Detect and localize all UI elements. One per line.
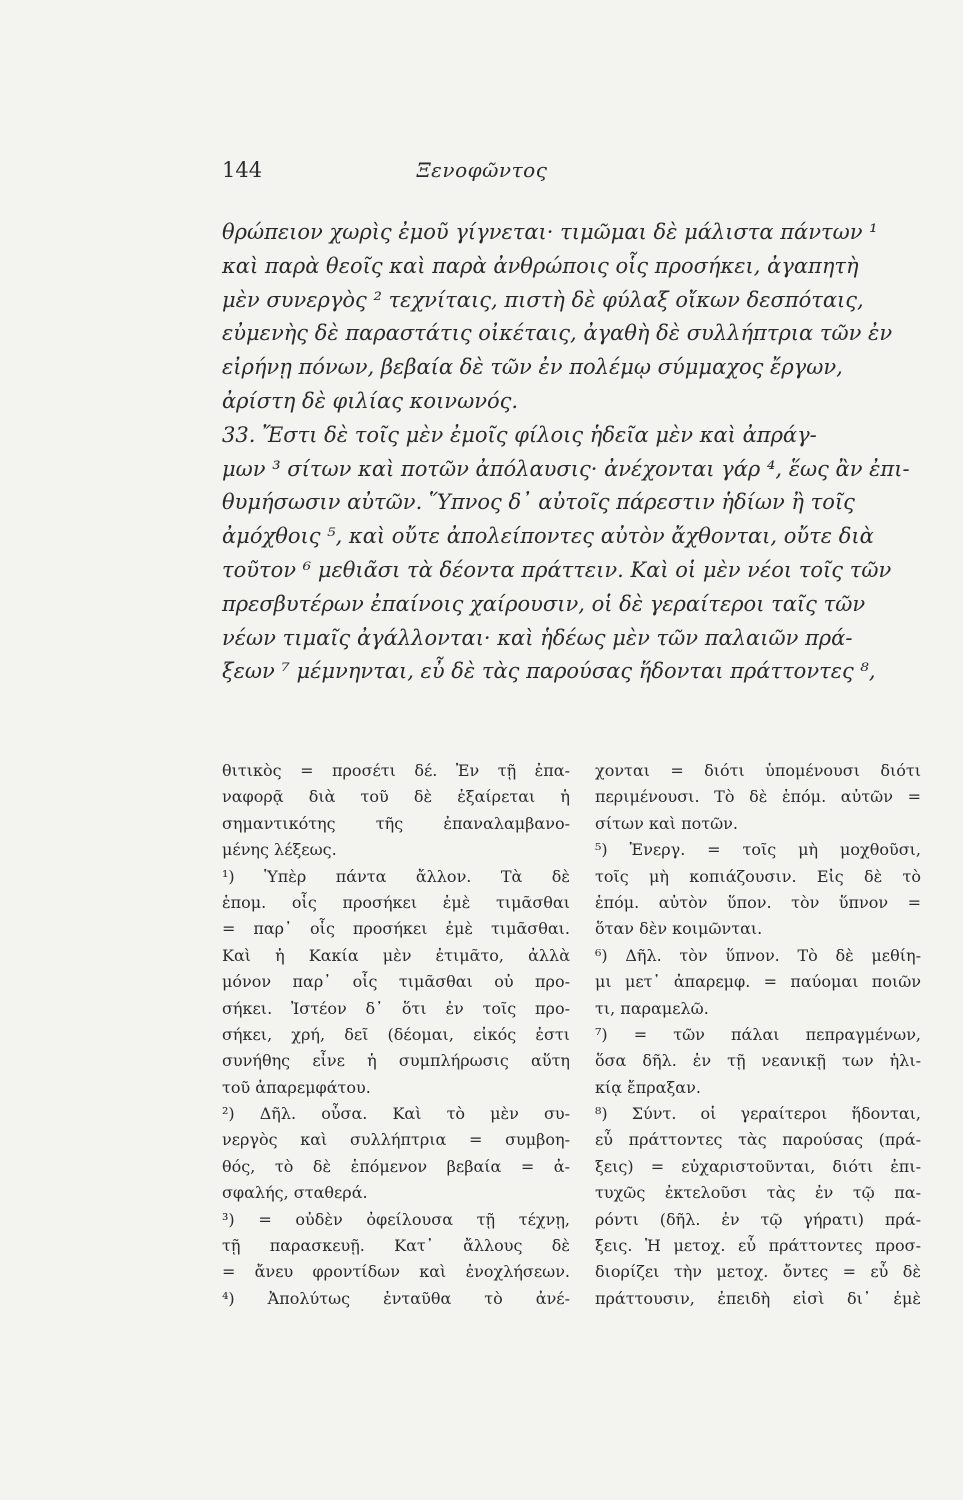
footnote-line: χονται = διότι ὑπομένουσι διότι bbox=[595, 761, 921, 780]
page-number: 144 bbox=[222, 158, 263, 182]
main-text-line: θυμήσωσιν αὐτῶν. Ὕπνος δ᾽ αὐτοῖς πάρεστιν ἡδίων ἢ τοῖς bbox=[222, 490, 855, 515]
footnote-line: μένης λέξεως. bbox=[222, 840, 337, 860]
footnote-line: ⁷) = τῶν πάλαι πεπραγμένων, bbox=[595, 1024, 921, 1044]
footnote-line: τυχῶς ἐκτελοῦσι τὰς ἐν τῷ πα- bbox=[595, 1183, 921, 1203]
footnote-line: ξεις) = εὐχαριστοῦνται, διότι ἐπι- bbox=[595, 1156, 921, 1176]
main-text-line: ξεων ⁷ μέμνηνται, εὖ δὲ τὰς παρούσας ἥδονται πράττοντες ⁸, bbox=[222, 659, 876, 684]
main-text-line: εὐμενὴς δὲ παραστάτις οἰκέταις, ἀγαθὴ δὲ συλλήπτρια τῶν ἐν bbox=[222, 321, 893, 346]
main-text-line: εἰρήνῃ πόνων, βεβαία δὲ τῶν ἐν πολέμῳ σύμμαχος ἔργων, bbox=[222, 355, 843, 380]
footnote-line: ²) Δῆλ. οὖσα. Καὶ τὸ μὲν συ- bbox=[222, 1104, 570, 1124]
footnote-line: σίτων καὶ ποτῶν. bbox=[595, 813, 738, 833]
main-text-line: νέων τιμαῖς ἀγάλλονται· καὶ ἡδέως μὲν τῶν παλαιῶν πρά- bbox=[222, 625, 853, 650]
footnote-line: ὅσα δῆλ. ἐν τῇ νεανικῇ των ἡλι- bbox=[595, 1051, 921, 1071]
footnote-line: ξεις. Ἡ μετοχ. εὖ πράττοντες προσ- bbox=[595, 1236, 921, 1256]
footnote-line: ἑπομ. οἷς προσήκει ἐμὲ τιμᾶσθαι bbox=[222, 892, 570, 912]
footnote-line: πράττουσιν, ἐπειδὴ εἰσὶ δι᾽ ἐμὲ bbox=[595, 1288, 921, 1308]
footnote-line: μόνον παρ᾽ οἷς τιμᾶσθαι οὐ προ- bbox=[222, 972, 570, 992]
footnote-line: σήκει, χρή, δεῖ (δέομαι, εἰκός ἐστι bbox=[222, 1024, 570, 1044]
main-text-line: μὲν συνεργὸς ² τεχνίταις, πιστὴ δὲ φύλαξ οἴκων δεσπόταις, bbox=[222, 287, 864, 312]
footnote-line: σημαντικότης τῆς ἐπαναλαμβανο- bbox=[222, 813, 570, 833]
footnote-line: ⁵) Ἐνεργ. = τοῖς μὴ μοχθοῦσι, bbox=[595, 840, 921, 860]
main-text-line: 33. Ἔστι δὲ τοῖς μὲν ἐμοῖς φίλοις ἡδεῖα μὲν καὶ ἀπράγ- bbox=[222, 422, 817, 447]
footnote-line: ⁸) Σύντ. οἱ γεραίτεροι ἥδονται, bbox=[595, 1104, 921, 1124]
footnote-line: εὖ πράττοντες τὰς παρούσας (πρά- bbox=[595, 1130, 921, 1150]
footnotes-right-column bbox=[595, 758, 921, 1312]
footnote-line: θός, τὸ δὲ ἑπόμενον βεβαία = ἀ- bbox=[222, 1156, 570, 1176]
footnote-line: κίᾳ ἔπραξαν. bbox=[595, 1077, 701, 1097]
footnote-line: θιτικὸς = προσέτι δέ. Ἐν τῇ ἐπα- bbox=[222, 761, 570, 780]
main-text-line: μων ³ σίτων καὶ ποτῶν ἀπόλαυσις· ἀνέχονται γάρ ⁴, ἕως ἂν ἐπι- bbox=[222, 456, 910, 481]
footnote-line: περιμένουσι. Τὸ δὲ ἑπόμ. αὐτῶν = bbox=[595, 787, 921, 807]
footnote-line: ⁴) Ἀπολύτως ἐνταῦθα τὸ ἀνέ- bbox=[222, 1288, 570, 1308]
running-head bbox=[222, 158, 742, 188]
main-text-line: ἀρίστη δὲ φιλίας κοινωνός. bbox=[222, 388, 519, 413]
footnote-line: τῇ παρασκευῇ. Κατ᾽ ἄλλους δὲ bbox=[222, 1236, 570, 1256]
footnote-line: ⁶) Δῆλ. τὸν ὕπνον. Τὸ δὲ μεθίη- bbox=[595, 945, 921, 965]
footnote-line: τι, παραμελῶ. bbox=[595, 998, 709, 1018]
footnote-line: ἑπόμ. αὐτὸν ὕπον. τὸν ὕπνον = bbox=[595, 892, 921, 912]
footnote-line: συνήθης εἶνε ἡ συμπλήρωσις αὕτη bbox=[222, 1051, 570, 1071]
footnote-line: νεργὸς καὶ συλλήπτρια = συμβοη- bbox=[222, 1130, 570, 1150]
main-text-block bbox=[222, 216, 910, 689]
footnote-line: σήκει. Ἰστέον δ᾽ ὅτι ἐν τοῖς προ- bbox=[222, 998, 570, 1018]
footnote-line: = παρ᾽ οἷς προσήκει ἐμὲ τιμᾶσθαι. bbox=[222, 919, 570, 939]
footnotes-left-column bbox=[222, 758, 570, 1312]
footnote-line: τοῖς μὴ κοπιάζουσιν. Εἰς δὲ τὸ bbox=[595, 866, 921, 886]
footnote-line: σφαλής, σταθερά. bbox=[222, 1183, 368, 1203]
main-text-line: τοῦτον ⁶ μεθιᾶσι τὰ δέοντα πράττειν. Καὶ οἱ μὲν νέοι τοῖς τῶν bbox=[222, 557, 892, 582]
footnote-line: μι μετ᾽ ἀπαρεμφ. = παύομαι ποιῶν bbox=[595, 972, 921, 992]
main-text-line: πρεσβυτέρων ἐπαίνοις χαίρουσιν, οἱ δὲ γεραίτεροι ταῖς τῶν bbox=[222, 591, 866, 616]
footnote-line: διορίζει τὴν μετοχ. ὄντες = εὖ δὲ bbox=[595, 1262, 921, 1282]
main-text-line: καὶ παρὰ θεοῖς καὶ παρὰ ἀνθρώποις οἷς προσήκει, ἀγαπητὴ bbox=[222, 253, 859, 278]
main-text-line: ἀμόχθοις ⁵, καὶ οὔτε ἀπολείποντες αὐτὸν ἄχθονται, οὔτε διὰ bbox=[222, 524, 874, 549]
footnote-line: τοῦ ἀπαρεμφάτου. bbox=[222, 1077, 371, 1097]
footnote-line: ¹) Ὑπὲρ πάντα ἄλλον. Τὰ δὲ bbox=[222, 866, 570, 886]
footnote-line: ὅταν δὲν κοιμῶνται. bbox=[595, 919, 763, 939]
footnote-line: ³) = οὐδὲν ὀφείλουσα τῇ τέχνῃ, bbox=[222, 1209, 570, 1229]
main-text-line: θρώπειον χωρὶς ἐμοῦ γίγνεται· τιμῶμαι δὲ μάλιστα πάντων ¹ bbox=[222, 220, 878, 244]
footnote-line: = ἄνευ φροντίδων καὶ ἐνοχλήσεων. bbox=[222, 1262, 570, 1282]
footnote-line: ναφορᾷ διὰ τοῦ δὲ ἐξαίρεται ἡ bbox=[222, 787, 570, 807]
footnote-line: ρόντι (δῆλ. ἐν τῷ γήρατι) πρά- bbox=[595, 1209, 921, 1229]
running-title: Ξενοφῶντος bbox=[416, 158, 548, 182]
footnote-line: Καὶ ἡ Κακία μὲν ἐτιμᾶτο, ἀλλὰ bbox=[222, 945, 570, 965]
